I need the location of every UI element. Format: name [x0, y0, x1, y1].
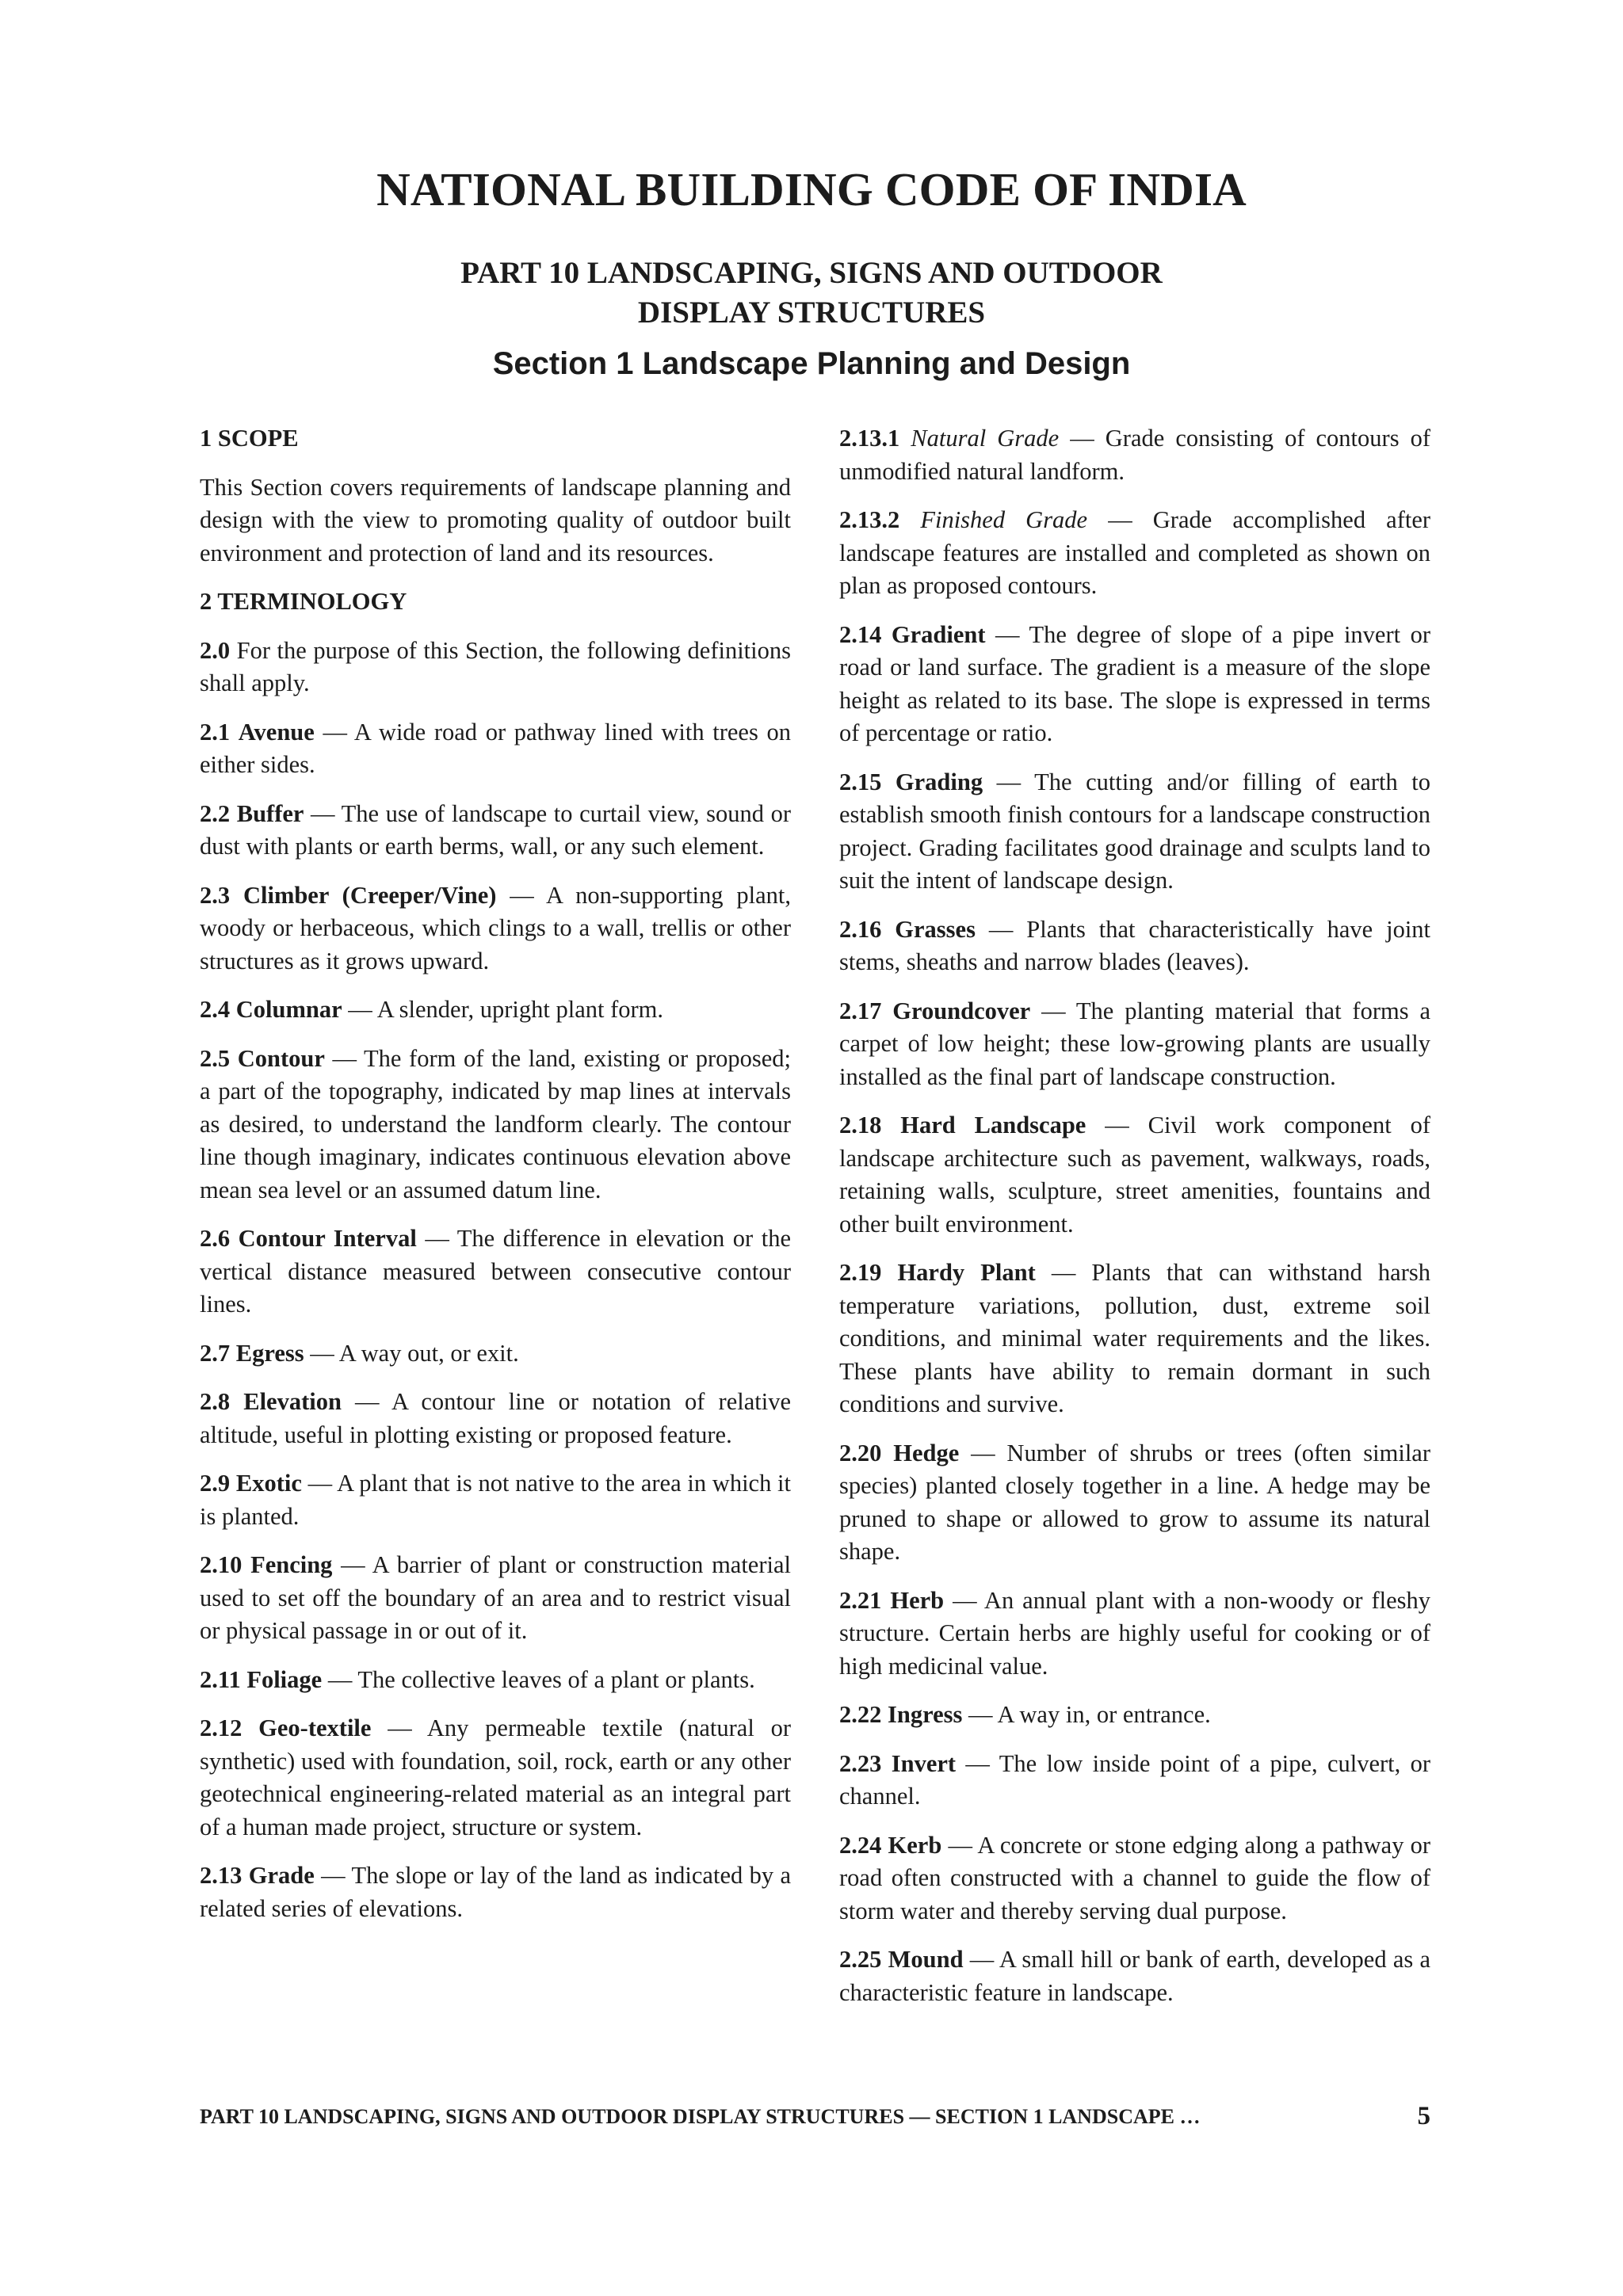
definition-entry: [839, 766, 1430, 898]
definition-text: A slender, upright plant form.: [376, 996, 664, 1023]
definition-text: Plants that characteristically have joint stems, sheaths and narrow blades (leaves).: [839, 915, 1431, 975]
definition-entry: [839, 1829, 1430, 1928]
definition-entry: [200, 635, 791, 700]
clause-number: 2.22: [839, 1701, 882, 1728]
definition-text: The use of landscape to curtail view, sound or dust with plants or earth berms, wall, or any such element.: [200, 799, 792, 860]
defined-term: Invert: [891, 1749, 957, 1777]
section-title: Section 1 Landscape Planning and Design: [492, 346, 1131, 381]
defined-term: Egress: [235, 1339, 304, 1367]
definition-text: For the purpose of this Section, the following definitions shall apply.: [200, 636, 791, 696]
defined-term: Contour: [237, 1044, 325, 1072]
clause-number: 2.3: [200, 881, 231, 909]
term-separator: —: [956, 1749, 999, 1777]
defined-term: Geo-textile: [258, 1714, 372, 1741]
definition-entry: [200, 994, 791, 1027]
definition-entry: [200, 1712, 791, 1844]
definition-text: A way out, or exit.: [338, 1339, 519, 1367]
definition-text: Civil work component of landscape architecture such as pavement, walkways, roads, retaining walls, sculpture, street amenities, fountains and other built environment.: [839, 1112, 1430, 1238]
definition-entry: [200, 1337, 791, 1371]
term-separator: —: [941, 1831, 978, 1859]
definition-text: Grade accomplished after landscape features are installed and completed as shown on plan as proposed contours.: [839, 506, 1431, 599]
term-separator: —: [496, 881, 546, 909]
term-separator: —: [416, 1225, 457, 1252]
part-title: [0, 254, 1623, 333]
definition-entry: [200, 1549, 791, 1648]
term-separator: —: [975, 915, 1027, 943]
term-separator: —: [1087, 506, 1153, 533]
clause-number: 2.9: [200, 1470, 231, 1497]
definition-entry: [200, 1664, 791, 1697]
term-separator: —: [341, 1388, 391, 1415]
definition-text: A way in, or entrance.: [997, 1701, 1211, 1728]
definition-entry: [200, 798, 791, 864]
definition-text: A plant that is not native to the area in which it is planted.: [200, 1470, 792, 1530]
clause-number: 2.17: [839, 997, 882, 1024]
defined-term: Columnar: [235, 996, 342, 1023]
clause-number: 2.10: [200, 1551, 242, 1578]
clause-number: 2.23: [839, 1749, 882, 1777]
clause-number: 2.2: [200, 799, 231, 827]
page-title: NATIONAL BUILDING CODE OF INDIA: [376, 163, 1247, 215]
definition-entry: [200, 1043, 791, 1207]
definition-entry: [839, 1257, 1430, 1421]
definition-entry: [839, 1699, 1430, 1732]
definition-text: The slope or lay of the land as indicated by a related series of elevations.: [200, 1862, 792, 1922]
clause-number: 2.13: [200, 1862, 242, 1889]
right-definitions: [839, 422, 1430, 2009]
definition-text: Number of shrubs or trees (often similar species) planted closely together in a line. A hedge may be pruned to shape or allowed to grow to assume its natural shape.: [839, 1439, 1430, 1565]
defined-term: Exotic: [235, 1470, 302, 1497]
clause-number: 2.25: [839, 1946, 882, 1973]
definition-text: Grade consisting of contours of unmodified natural landform.: [839, 425, 1431, 485]
term-separator: —: [324, 1044, 365, 1072]
clause-number: 2.15: [839, 768, 882, 795]
terminology-heading: 2 TERMINOLOGY: [200, 588, 407, 615]
defined-term: Gradient: [891, 620, 986, 648]
term-separator: —: [371, 1714, 427, 1741]
definition-text: The form of the land, existing or proposed; a part of the topography, indicated by map lines at intervals as desired, to understand the landform clearly. The contour line though imaginary, indicates continuous elevation above mean sea level or an assumed datum line.: [200, 1044, 792, 1203]
defined-term: Hard Landscape: [900, 1112, 1086, 1138]
definition-entry: [839, 619, 1430, 750]
clause-number: 2.11: [200, 1665, 241, 1693]
defined-term: Climber (Creeper/Vine): [242, 881, 497, 909]
term-separator: —: [1086, 1112, 1148, 1138]
defined-term: Avenue: [238, 718, 315, 746]
defined-term: Finished Grade: [920, 506, 1088, 533]
definition-entry: [200, 1386, 791, 1451]
clause-number: 2.12: [200, 1714, 242, 1741]
defined-term: Elevation: [243, 1388, 342, 1415]
term-separator: [230, 637, 237, 664]
defined-term: Grading: [895, 768, 983, 795]
term-separator: —: [342, 996, 377, 1023]
clause-number: 2.21: [839, 1586, 882, 1614]
clause-number: 2.13.1: [839, 425, 900, 452]
term-separator: —: [314, 1862, 352, 1889]
definition-text: Plants that can withstand harsh temperature variations, pollution, dust, extreme soil conditions, and minimal water requirements and the likes. These plants have ability to remain dormant in such conditions and survive.: [839, 1259, 1430, 1417]
definition-text: A small hill or bank of earth, developed as a characteristic feature in landscape.: [839, 1946, 1430, 2006]
term-separator: —: [332, 1551, 372, 1578]
definition-entry: [200, 1467, 791, 1533]
definition-entry: [839, 422, 1430, 488]
term-separator: —: [1059, 425, 1106, 452]
defined-term: Mound: [888, 1946, 964, 1973]
clause-number: 2.13.2: [839, 506, 900, 533]
defined-term: Contour Interval: [238, 1225, 417, 1252]
defined-term: Herb: [890, 1586, 945, 1614]
term-separator: —: [985, 620, 1029, 648]
definition-text: The planting material that forms a carpet of low height; these low-growing plants are usually installed as the final part of landscape construction.: [839, 997, 1430, 1090]
footer-running-title: PART 10 LANDSCAPING, SIGNS AND OUTDOOR DISPLAY STRUCTURES — SECTION 1 LANDSCAPE …: [200, 2105, 1201, 2128]
definition-text: The low inside point of a pipe, culvert, or channel.: [839, 1749, 1431, 1810]
definition-text: A barrier of plant or construction material used to set off the boundary of an area and to restrict visual or physical passage in or out of it.: [200, 1551, 791, 1644]
definition-entry: [839, 1943, 1430, 2009]
left-definitions: [200, 635, 791, 1926]
definition-entry: [839, 504, 1430, 603]
defined-term: Kerb: [888, 1831, 942, 1859]
definition-entry: [200, 879, 791, 978]
clause-number: 2.18: [839, 1112, 882, 1138]
definition-text: A contour line or notation of relative altitude, useful in plotting existing or proposed feature.: [200, 1388, 791, 1448]
definition-entry: [200, 1859, 791, 1925]
scope-heading: 1 SCOPE: [200, 425, 299, 452]
defined-term: Grasses: [895, 915, 976, 943]
definition-entry: [200, 716, 791, 782]
term-separator: —: [1035, 1259, 1092, 1286]
clause-number: 2.0: [200, 636, 231, 664]
definition-text: The cutting and/or filling of earth to establish smooth finish contours for a landscape construction project. Grading facilitates good drainage and sculpts land to suit the intent of landscape design.: [839, 768, 1431, 894]
definition-text: The collective leaves of a plant or plants.: [357, 1665, 755, 1693]
part-title-line-1: PART 10 LANDSCAPING, SIGNS AND OUTDOOR: [460, 256, 1163, 290]
term-separator: —: [959, 1439, 1007, 1466]
term-separator: —: [963, 1946, 999, 1973]
defined-term: Foliage: [246, 1665, 323, 1693]
defined-term: Fencing: [250, 1551, 333, 1578]
term-separator: —: [304, 799, 342, 827]
term-separator: —: [1030, 997, 1076, 1024]
definition-entry: [839, 913, 1430, 979]
definition-text: A wide road or pathway lined with trees on either sides.: [200, 718, 791, 778]
term-separator: —: [983, 768, 1035, 795]
scope-paragraph: This Section covers requirements of landscape planning and design with the view to promoting quality of outdoor built environment and protection of land and its resources.: [200, 473, 791, 566]
term-separator: —: [314, 718, 354, 746]
definition-entry: [200, 1222, 791, 1322]
clause-number: 2.5: [200, 1044, 231, 1072]
term-separator: —: [944, 1586, 984, 1614]
definition-text: The difference in elevation or the vertical distance measured between consecutive contour lines.: [200, 1225, 791, 1318]
defined-term: Hardy Plant: [897, 1259, 1036, 1286]
clause-number: 2.20: [839, 1439, 882, 1466]
clause-number: 2.8: [200, 1388, 231, 1415]
term-separator: —: [322, 1665, 358, 1693]
term-separator: —: [962, 1701, 998, 1728]
page-number: 5: [1417, 2102, 1430, 2130]
clause-number: 2.7: [200, 1339, 231, 1367]
defined-term: Groundcover: [892, 997, 1031, 1024]
defined-term: Hedge: [893, 1439, 960, 1466]
definition-text: Any permeable textile (natural or synthetic) used with foundation, soil, rock, earth or any other geotechnical engineering-related material as an integral part of a human made project, structure or system.: [200, 1714, 791, 1840]
definition-entry: [839, 1585, 1430, 1684]
defined-term: Ingress: [888, 1701, 963, 1728]
definition-text: The degree of slope of a pipe invert or road or land surface. The gradient is a measure of the slope height as related to its base. The slope is expressed in terms of percentage or ratio.: [839, 620, 1431, 746]
clause-number: 2.19: [839, 1259, 882, 1286]
definition-entry: [839, 995, 1430, 1094]
term-separator: —: [301, 1470, 338, 1497]
defined-term: Natural Grade: [911, 425, 1060, 452]
definition-entry: [839, 1437, 1430, 1569]
clause-number: 2.6: [200, 1225, 231, 1252]
definition-text: A non-supporting plant, woody or herbaceous, which clings to a wall, trellis or other structures as it grows upward.: [200, 881, 791, 974]
definition-text: An annual plant with a non-woody or fleshy structure. Certain herbs are highly useful for cooking or of high medicinal value.: [839, 1586, 1430, 1680]
right-column: [839, 422, 1430, 2025]
definition-entry: [839, 1109, 1430, 1241]
clause-number: 2.4: [200, 996, 231, 1023]
term-separator: —: [304, 1339, 339, 1367]
clause-number: 2.24: [839, 1831, 882, 1859]
part-title-line-2: DISPLAY STRUCTURES: [637, 296, 986, 330]
defined-term: Grade: [248, 1862, 315, 1889]
definition-entry: [839, 1748, 1430, 1814]
clause-number: 2.1: [200, 718, 231, 746]
clause-number: 2.16: [839, 915, 882, 943]
definition-text: A concrete or stone edging along a pathway or road often constructed with a channel to guide the flow of storm water and thereby serving dual purpose.: [839, 1831, 1431, 1924]
defined-term: Buffer: [236, 799, 304, 827]
clause-number: 2.14: [839, 620, 882, 648]
left-column: [200, 422, 791, 1941]
